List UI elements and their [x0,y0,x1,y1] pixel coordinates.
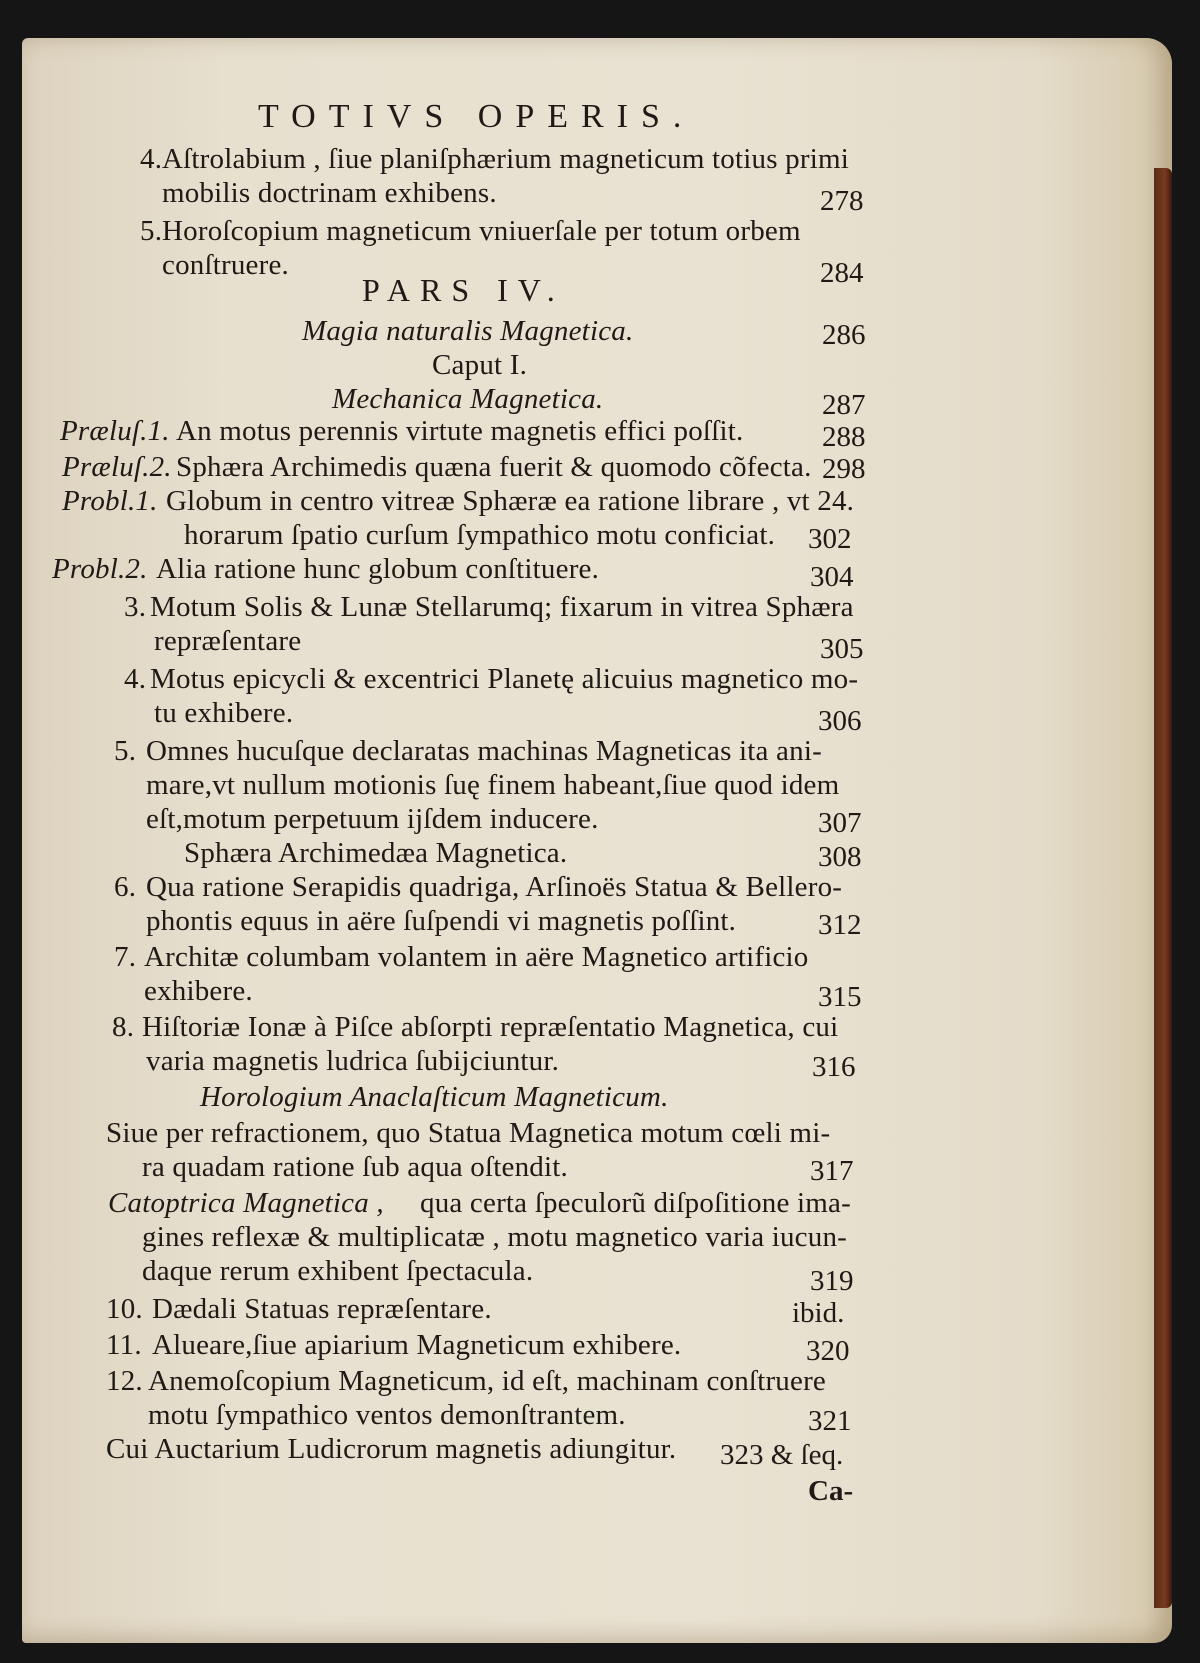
page-ref: 315 [818,981,862,1013]
entry-text: Globum in centro vitreæ Sphæræ ea ratione librare , vt 24. [166,485,855,517]
entry-text: Cui Auctarium Ludicrorum magnetis adiungitur. [106,1433,677,1465]
entry-text: motu ſympathico ventos demonſtrantem. [148,1399,626,1431]
entry-text: Hiſtoriæ Ionæ à Piſce abſorpti repræſentatio Magnetica, cui [142,1011,839,1043]
page-ref: 306 [818,705,862,737]
entry-number: 5. [140,215,163,247]
entry-number: 12. [106,1365,143,1397]
page-ref: 307 [818,807,862,839]
entry-text: Dædali Statuas repræſentare. [152,1293,492,1325]
entry-text: Siue per refractionem, quo Statua Magnetica motum cœli mi- [106,1117,831,1149]
entry-text: An motus perennis virtute magnetis effici poſſit. [176,415,744,447]
entry-text: phontis equus in aëre ſuſpendi vi magnetis poſſint. [146,905,737,937]
entry-number: 5. [114,735,137,767]
entry-text: mobilis doctrinam exhibens. [162,177,497,209]
page-ref: 304 [810,561,854,593]
entry-number: 3. [124,591,147,623]
page-ref: ibid. [792,1297,845,1329]
entry-number: 4. [124,663,147,695]
entry-text: Qua ratione Serapidis quadriga, Arſinoës Statua & Bellero- [146,871,843,903]
entry-text: Motus epicycli & excentrici Planetę alicuius magnetico mo- [150,663,859,695]
entry-text: Sphæra Archimedis quæna fuerit & quomodo cõfecta. [176,451,812,483]
page-ref: 323 & ſeq. [720,1439,844,1471]
page-ref: 305 [820,633,864,665]
entry-prefix: Probl.2. [52,553,148,585]
entry-text: Alueare,ſiue apiarium Magneticum exhibere. [152,1329,682,1361]
entry-text: Motum Solis & Lunæ Stellarumq; fixarum in vitrea Sphæra [150,591,854,623]
entry-text: ra quadam ratione ſub aqua oſtendit. [142,1151,568,1183]
entry-text: conſtruere. [162,249,289,281]
entry-number: 7. [114,941,137,973]
page-ref: 312 [818,909,862,941]
part-title: Magia naturalis Magnetica. [302,315,634,347]
sub-entry: Sphæra Archimedæa Magnetica. [184,837,568,869]
entry-text: horarum ſpatio curſum ſympathico motu conficiat. [184,519,776,551]
entry-text: mare,vt nullum motionis ſuę finem habeant,ſiue quod idem [146,769,840,801]
entry-number: 6. [114,871,137,903]
entry-text: repræſentare [154,625,302,657]
entry-text: Horoſcopium magneticum vniuerſale per totum orbem [162,215,801,247]
section-heading: Horologium Anaclaſticum Magneticum. [200,1081,669,1113]
entry-text: Omnes hucuſque declaratas machinas Magneticas ita ani- [146,735,822,767]
entry-prefix: Præluſ.1. [60,415,170,447]
page-ref: 316 [812,1051,856,1083]
entry-text: Anemoſcopium Magneticum, id eſt, machinam conſtruere [148,1365,827,1397]
entry-text: gines reflexæ & multiplicatæ , motu magnetico varia iucun- [142,1221,848,1253]
entry-number: 10. [106,1293,143,1325]
entry-text: exhibere. [144,975,253,1007]
entry-text: varia magnetis ludrica ſubijciuntur. [146,1045,560,1077]
entry-prefix: Præluſ.2. [62,451,172,483]
entry-text: Architæ columbam volantem in aëre Magnetico artificio [144,941,809,973]
part-heading: PARS IV. [362,272,565,308]
entry-prefix: Catoptrica Magnetica , [108,1187,384,1219]
entry-text: eſt,motum perpetuum ijſdem inducere. [146,803,599,835]
catchword: Ca- [808,1475,854,1507]
entry-number: 11. [106,1329,142,1361]
chapter-title: Mechanica Magnetica. [332,383,604,415]
entry-prefix: Probl.1. [62,485,158,517]
page-ref: 320 [806,1335,850,1367]
page-ref: 319 [810,1265,854,1297]
entry-number: 8. [112,1011,135,1043]
page-ref: 287 [822,389,866,421]
page-ref: 308 [818,841,862,873]
entry-text: tu exhibere. [154,697,294,729]
chapter-heading: Caput I. [432,349,528,381]
page-ref: 278 [820,185,864,217]
entry-text: Aſtrolabium , ſiue planiſphærium magneticum totius primi [162,143,849,175]
page-ref: 317 [810,1155,854,1187]
page-ref: 286 [822,319,866,351]
entry-text: Alia ratione hunc globum conſtituere. [156,553,600,585]
page-ref: 288 [822,421,866,453]
page-ref: 302 [808,523,852,555]
page-ref: 321 [808,1405,852,1437]
running-head: TOTIVS OPERIS. [258,98,695,135]
entry-text: qua certa ſpeculorũ diſpoſitione ima- [420,1187,851,1219]
entry-text: daque rerum exhibent ſpectacula. [142,1255,534,1287]
page-ref: 284 [820,257,864,289]
entry-number: 4. [140,143,163,175]
page-ref: 298 [822,453,866,485]
